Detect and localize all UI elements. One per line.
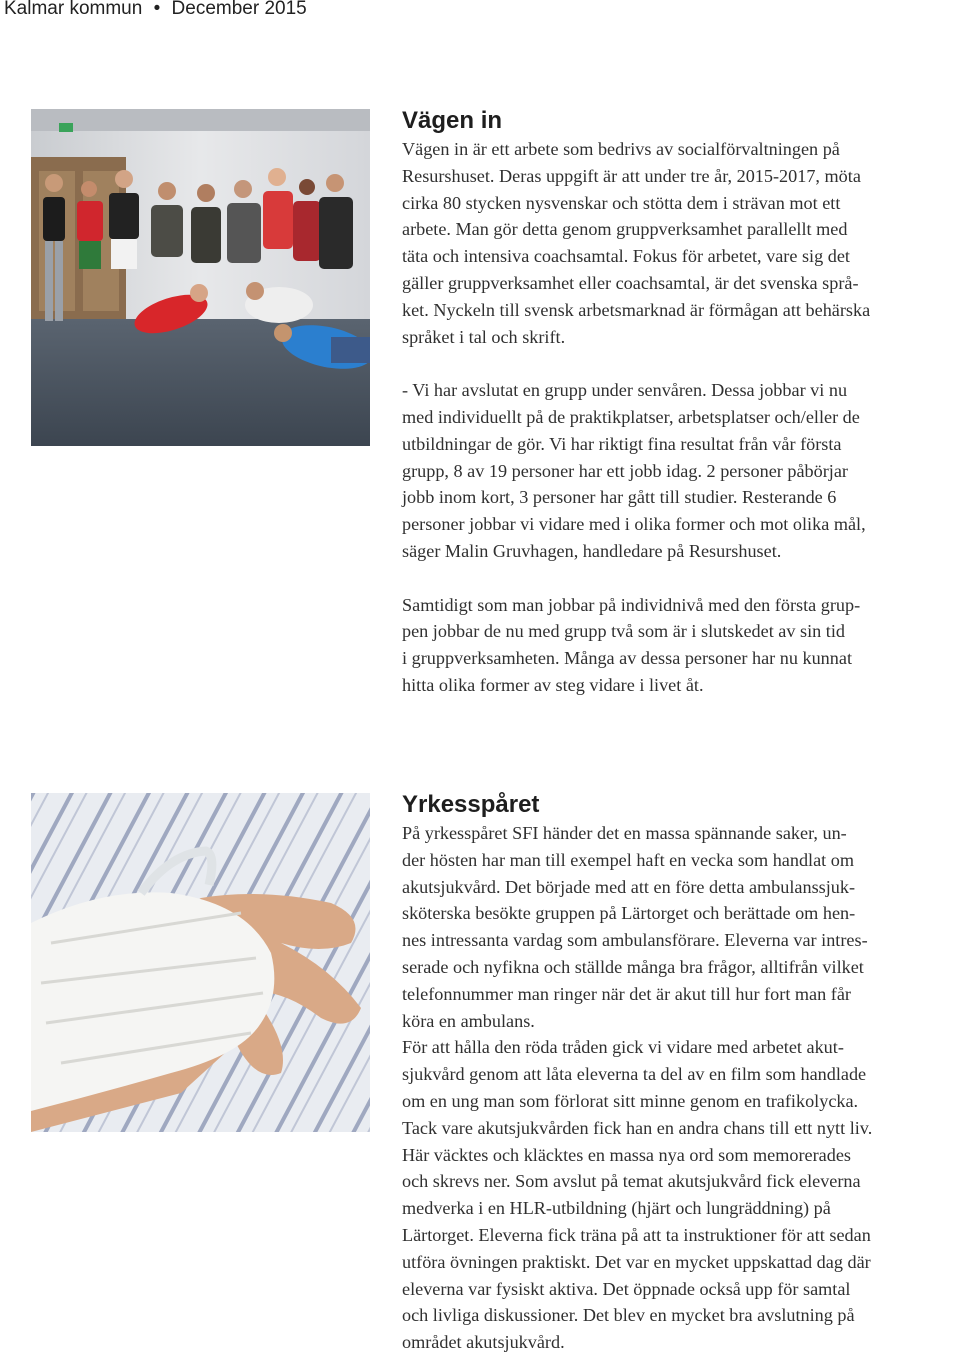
text-line: om en ung man som förlorat sitt minne genom en trafikolycka. [402, 1090, 859, 1111]
publisher-name: Kalmar kommun [4, 0, 143, 19]
text-line: täta och intensiva coachsamtal. Fokus för arbetet, vare sig det [402, 246, 850, 267]
text-line: akutsjukvård. Det började med att en före detta ambulanssjuk- [402, 876, 856, 897]
text-line: sköterska besökte gruppen på Lärtorget och berättade om hen- [402, 903, 856, 924]
text-line: Lärtorget. Eleverna fick träna på att ta instruktioner för att sedan [402, 1224, 871, 1245]
text-line: På yrkesspåret SFI händer det en massa spännande saker, un- [402, 823, 847, 843]
text-line: cirka 80 stycken nysvenskar och stötta dem i strävan mot ett [402, 192, 841, 213]
text-line: språket i tal och skrift. [402, 326, 566, 347]
text-line: - Vi har avslutat en grupp under senvåren. Dessa jobbar vi nu [402, 380, 848, 401]
article-vagen-in [402, 106, 958, 699]
text-line: telefonnummer man ringer när det är akut till hur fort man får [402, 983, 851, 1004]
text-line: området akutsjukvård. [402, 1332, 565, 1353]
text-line: Här väcktes och kläcktes en massa nya ord som memorerades [402, 1144, 851, 1165]
article-body [402, 136, 958, 699]
header-separator: • [153, 0, 161, 19]
text-line: utbildningar de gör. Vi har riktigt fina resultat från vår första [402, 433, 842, 454]
text-line: Vägen in är ett arbete som bedrivs av socialförvaltningen på [402, 139, 840, 159]
text-line: ket. Nyckeln till svensk arbetsmarknad är förmågan att behärska [402, 299, 871, 320]
text-line: pen jobbar de nu med grupp två som är i slutskedet av sin tid [402, 621, 845, 642]
text-line: grupp, 8 av 19 personer har ett jobb idag. 2 personer påbörjar [402, 460, 848, 481]
text-line: säger Malin Gruvhagen, handledare på Resurshuset. [402, 540, 782, 561]
text-line: serade och nyfikna och ställde många bra frågor, alltifrån vilket [402, 956, 864, 977]
text-line: arbete. Man gör detta genom gruppverksamhet parallellt med [402, 219, 848, 240]
text-line: hitta olika former av steg vidare i livet åt. [402, 674, 704, 695]
group-photo [31, 109, 370, 446]
article-yrkessparet [402, 790, 958, 1356]
text-line: Samtidigt som man jobbar på individnivå med den första grup- [402, 594, 861, 615]
text-line: nes intressanta vardag som ambulansförare. Eleverna var intres- [402, 930, 868, 951]
text-line: och livliga diskussioner. Det blev en mycket bra avslutning på [402, 1305, 855, 1326]
text-line: gäller gruppverksamhet eller coachsamtal, är det svenska språ- [402, 272, 859, 293]
text-line: För att hålla den röda tråden gick vi vidare med arbetet akut- [402, 1037, 844, 1058]
publication-date: December 2015 [171, 0, 307, 19]
text-line: med individuellt på de praktikplatser, arbetsplatser och/eller de [402, 406, 860, 427]
text-line: i gruppverksamheten. Många av dessa personer har nu kunnat [402, 648, 852, 669]
article-body [402, 820, 958, 1356]
article-title: Vägen in [402, 107, 503, 134]
bandaged-hand-photo [31, 793, 370, 1132]
text-line: eleverna var fysiskt aktiva. Det öppnade också upp för samtal [402, 1278, 851, 1299]
text-line: jobb inom kort, 3 personer har gått till studier. Resterande 6 [402, 487, 837, 508]
text-line: personer jobbar vi vidare med i olika former och mot olika mål, [402, 514, 866, 535]
text-line: utföra övningen praktiskt. Det var en mycket uppskattad dag där [402, 1251, 871, 1272]
text-line: Resurshuset. Deras uppgift är att under tre år, 2015-2017, möta [402, 165, 861, 186]
article-title: Yrkesspåret [402, 791, 540, 818]
text-line: der hösten har man till exempel haft en vecka som handlat om [402, 849, 855, 870]
text-line: köra en ambulans. [402, 1010, 535, 1031]
text-line: Tack vare akutsjukvården fick han en andra chans till ett nytt liv. [402, 1117, 873, 1138]
text-line: och skrevs ner. Som avslut på temat akutsjukvård fick eleverna [402, 1171, 861, 1192]
page-header [4, 0, 307, 20]
text-line: sjukvård genom att låta eleverna ta del av en film som handlade [402, 1064, 867, 1085]
text-line: medverka i en HLR-utbildning (hjärt och lungräddning) på [402, 1198, 831, 1219]
